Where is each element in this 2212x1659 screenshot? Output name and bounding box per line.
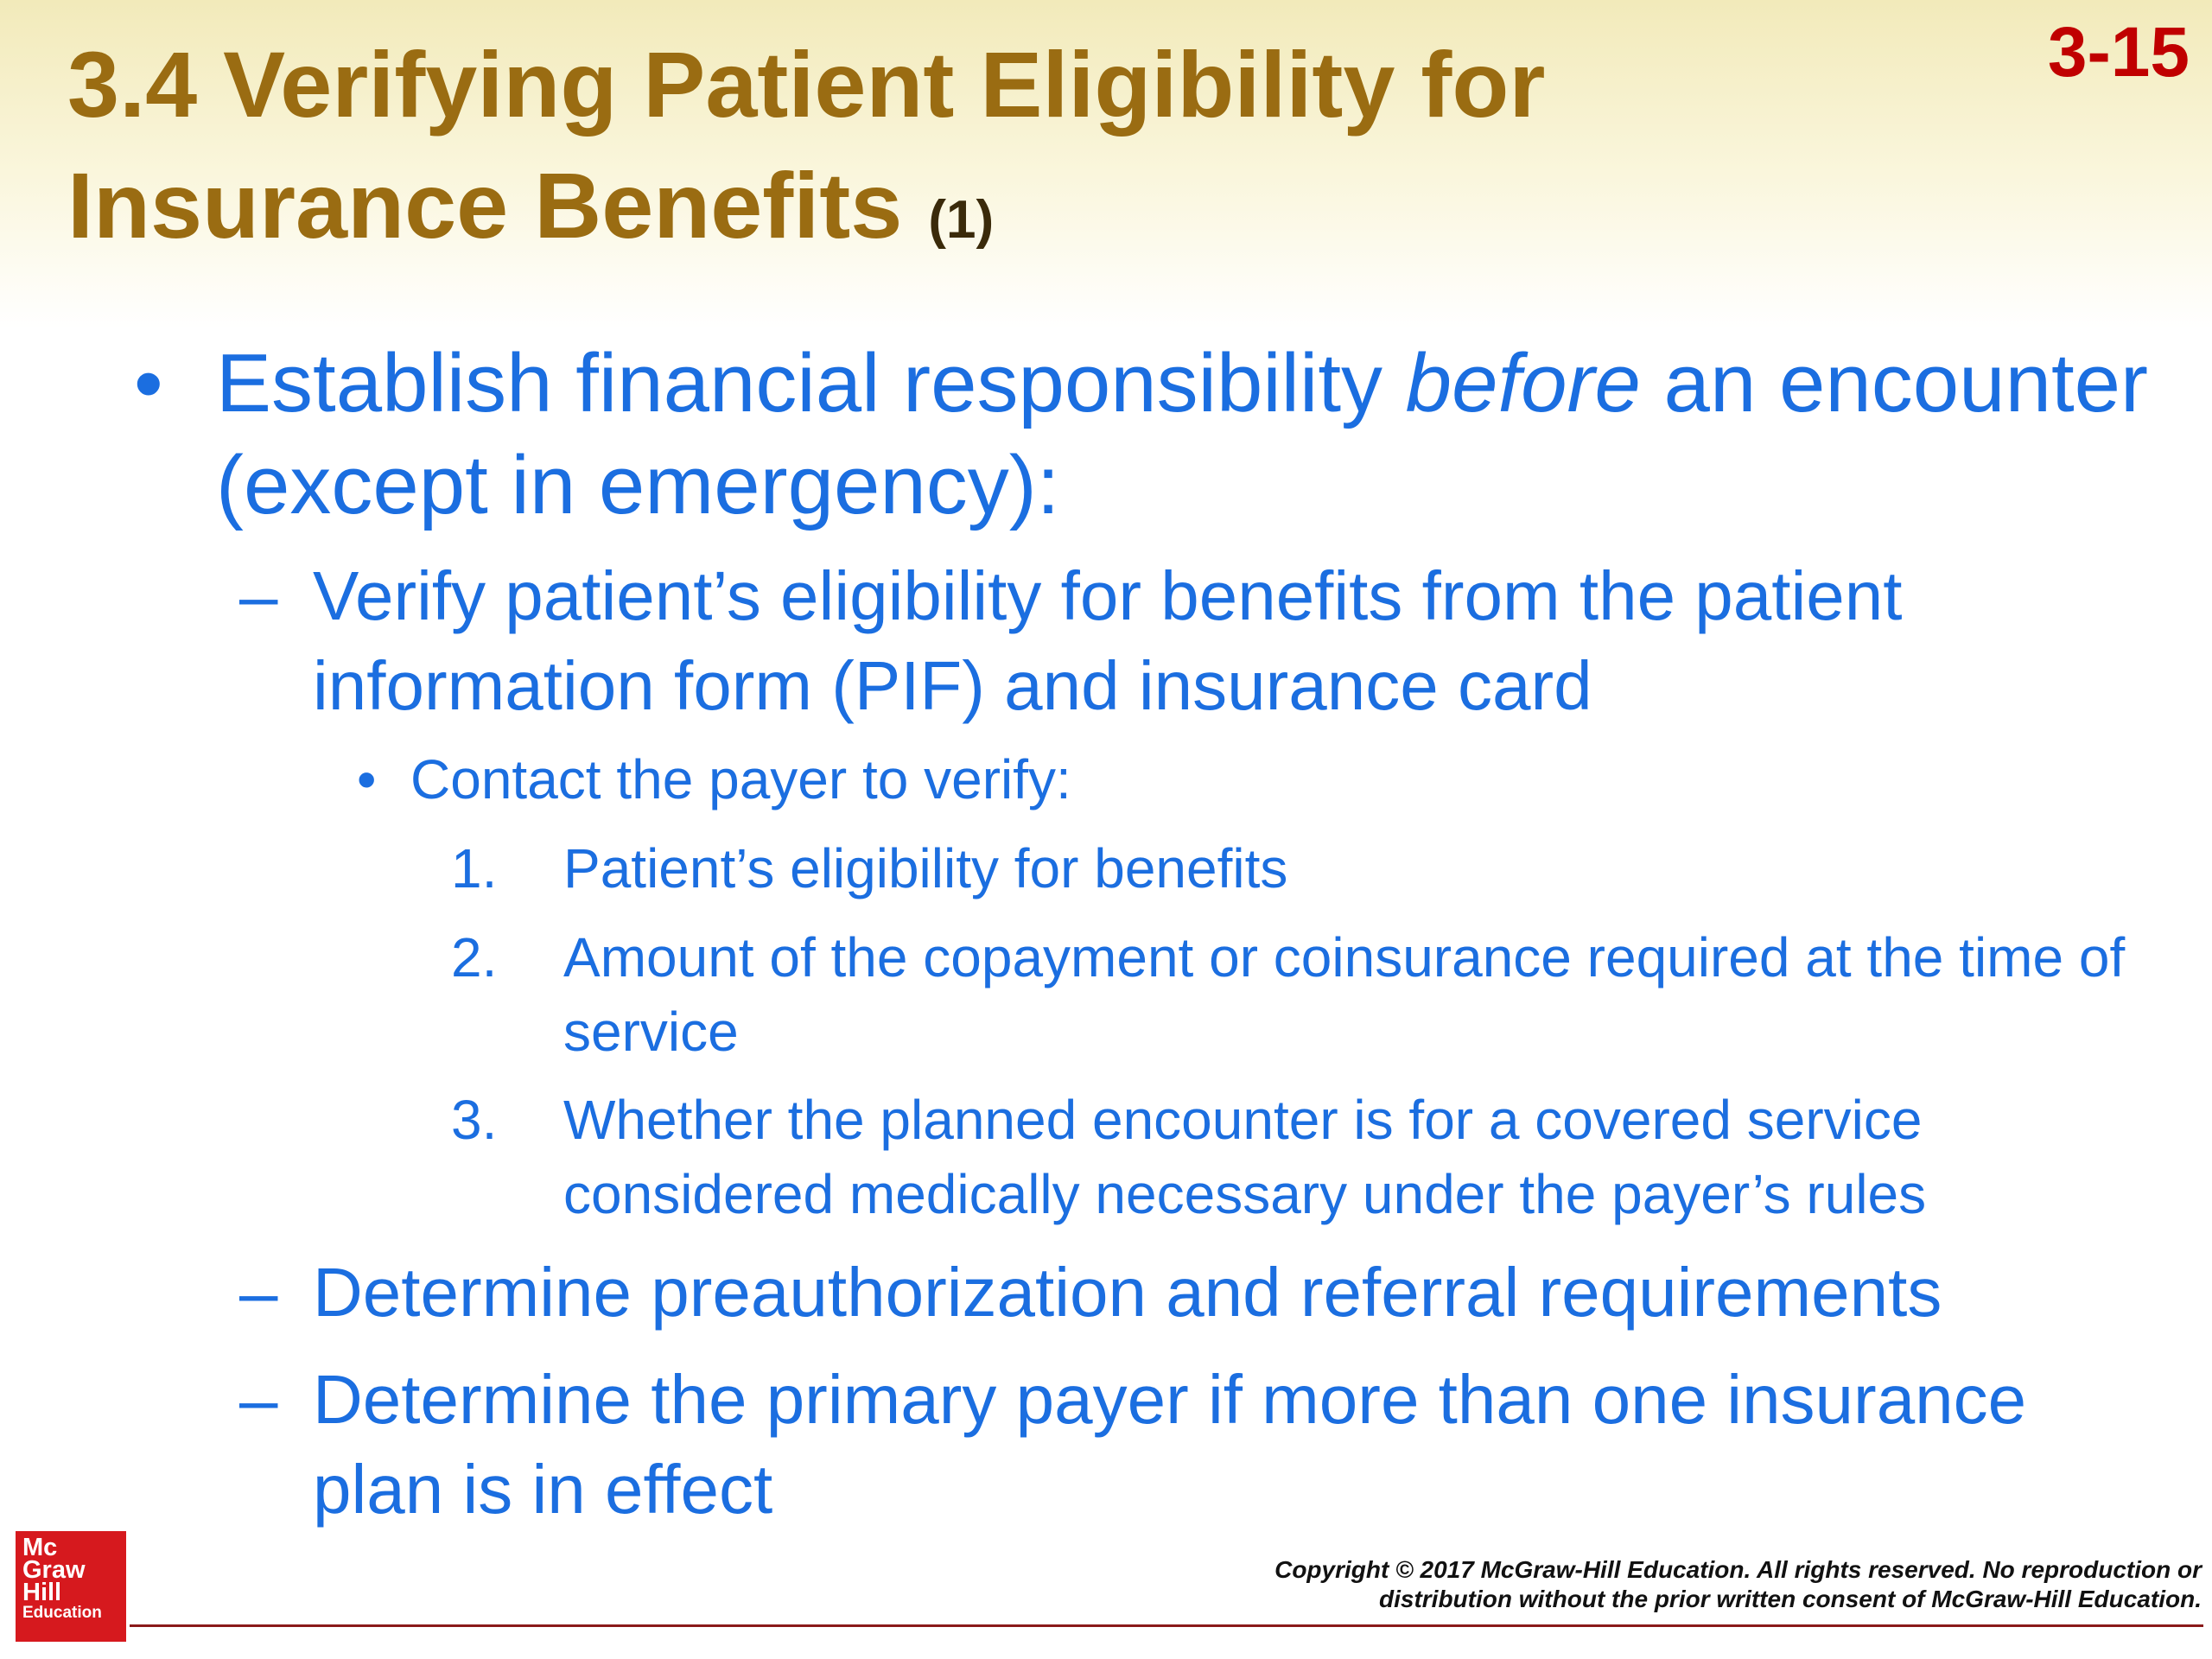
numbered-item-1-text: Patient’s eligibility for benefits bbox=[563, 837, 1288, 899]
main-bullet-text-after: an encounter (except in emergency): bbox=[216, 337, 2148, 531]
main-bullet bbox=[134, 333, 2160, 537]
sub-bullet-contact-text: Contact the payer to verify: bbox=[410, 748, 1071, 810]
copyright-notice bbox=[1165, 1555, 2202, 1614]
bullet-marker: • bbox=[357, 748, 377, 810]
footer-divider bbox=[130, 1624, 2203, 1627]
logo-line-3: Hill bbox=[22, 1579, 62, 1606]
logo-line-1: Mc bbox=[22, 1534, 58, 1561]
slide-title-text: 3.4 Verifying Patient Eligibility for Insurance Benefits bbox=[67, 32, 1546, 257]
dash-marker: – bbox=[239, 1254, 278, 1331]
main-bullet-text-italic: before bbox=[1405, 337, 1641, 429]
sub-item-preauth-text: Determine preauthorization and referral requirements bbox=[313, 1254, 1942, 1331]
sub-item-verify bbox=[239, 551, 2145, 731]
slide-title-suffix: (1) bbox=[928, 190, 995, 250]
mcgraw-hill-logo bbox=[16, 1531, 126, 1642]
number-marker: 2. bbox=[451, 926, 498, 988]
numbered-item-1 bbox=[451, 831, 2171, 906]
sub-item-primary-payer bbox=[239, 1355, 2145, 1535]
numbered-item-3 bbox=[451, 1083, 2171, 1231]
logo-line-4: Education bbox=[22, 1604, 102, 1622]
main-bullet-text-before: Establish financial responsibility bbox=[216, 337, 1406, 429]
number-marker: 3. bbox=[451, 1089, 498, 1151]
numbered-item-2-text: Amount of the copayment or coinsurance required at the time of service bbox=[563, 926, 2126, 1063]
copyright-line-2: distribution without the prior written consent of McGraw-Hill Education. bbox=[1379, 1586, 2202, 1612]
number-marker: 1. bbox=[451, 837, 498, 899]
copyright-line-1: Copyright © 2017 McGraw-Hill Education. All rights reserved. No reproduction or bbox=[1274, 1556, 2202, 1583]
sub-bullet-contact bbox=[357, 743, 2139, 816]
numbered-item-2 bbox=[451, 920, 2171, 1069]
dash-marker: – bbox=[239, 557, 278, 634]
bullet-marker: • bbox=[134, 337, 163, 429]
sub-item-preauth bbox=[239, 1248, 2145, 1338]
sub-item-verify-text: Verify patient’s eligibility for benefits from the patient information form (PIF) and insurance card bbox=[313, 557, 1903, 724]
numbered-item-3-text: Whether the planned encounter is for a covered service considered medically necessary under the payer’s rules bbox=[563, 1089, 1927, 1225]
dash-marker: – bbox=[239, 1361, 278, 1438]
sub-item-primary-payer-text: Determine the primary payer if more than one insurance plan is in effect bbox=[313, 1361, 2027, 1528]
logo-line-2: Graw bbox=[22, 1556, 86, 1584]
slide-number: 3-15 bbox=[2047, 13, 2190, 92]
